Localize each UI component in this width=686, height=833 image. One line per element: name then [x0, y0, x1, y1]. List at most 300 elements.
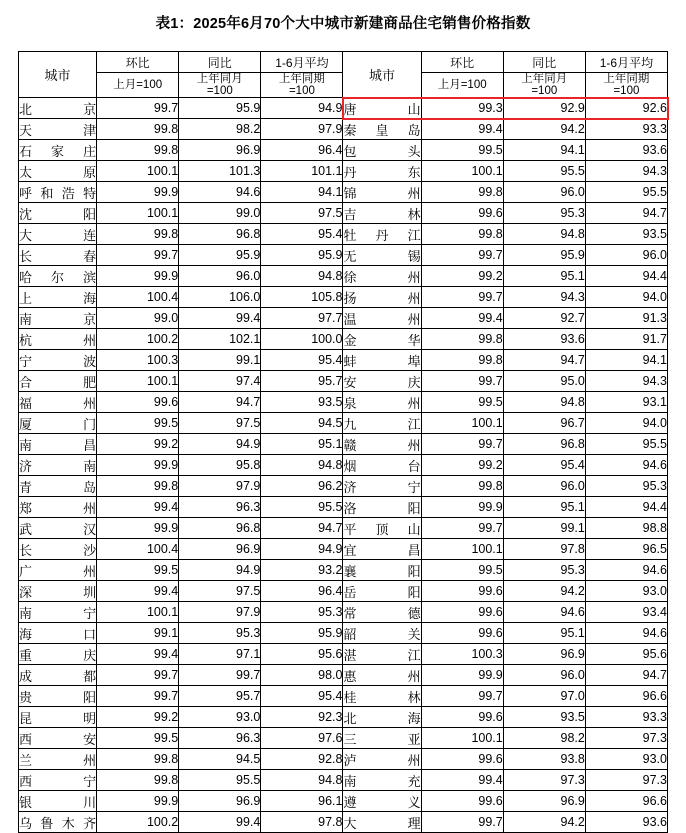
city-name-left: 兰州: [19, 749, 97, 770]
value-avg-left: 94.5: [261, 413, 343, 434]
table-row: [19, 350, 668, 371]
value-avg-right: 91.3: [585, 308, 667, 329]
value-yoy-left: 96.9: [179, 539, 261, 560]
value-yoy-right: 96.9: [503, 644, 585, 665]
value-avg-left: 92.3: [261, 707, 343, 728]
value-yoy-left: 96.8: [179, 224, 261, 245]
header-group-yoy-right: 同比: [503, 52, 585, 73]
value-yoy-right: 98.2: [503, 728, 585, 749]
value-yoy-left: 94.7: [179, 392, 261, 413]
value-avg-left: 97.6: [261, 728, 343, 749]
table-row: [19, 98, 668, 119]
city-name-right: 宜昌: [343, 539, 421, 560]
value-mom-left: 99.7: [97, 665, 179, 686]
value-avg-right: 93.4: [585, 602, 667, 623]
value-yoy-right: 92.7: [503, 308, 585, 329]
header-sub-yoy-left: [179, 73, 261, 98]
value-mom-right: 99.6: [421, 707, 503, 728]
price-index-table-wrapper: [18, 51, 668, 833]
value-yoy-left: 99.4: [179, 812, 261, 833]
value-avg-right: 94.4: [585, 266, 667, 287]
value-avg-right: 94.0: [585, 413, 667, 434]
value-avg-right: 95.3: [585, 476, 667, 497]
table-row: [19, 791, 668, 812]
value-yoy-left: 96.0: [179, 266, 261, 287]
value-avg-left: 97.7: [261, 308, 343, 329]
table-row: [19, 266, 668, 287]
city-name-left: 南昌: [19, 434, 97, 455]
value-yoy-left: 97.5: [179, 413, 261, 434]
value-mom-right: 99.6: [421, 602, 503, 623]
city-name-left: 长沙: [19, 539, 97, 560]
value-yoy-right: 94.3: [503, 287, 585, 308]
value-yoy-left: 99.0: [179, 203, 261, 224]
city-name-right: 岳阳: [343, 581, 421, 602]
value-yoy-right: 95.4: [503, 455, 585, 476]
value-mom-left: 99.8: [97, 476, 179, 497]
value-avg-right: 93.6: [585, 812, 667, 833]
value-avg-left: 95.9: [261, 623, 343, 644]
value-mom-left: 99.8: [97, 224, 179, 245]
header-sub-yoy-right-line1: 上年同月: [521, 73, 568, 85]
value-avg-left: 94.7: [261, 518, 343, 539]
value-mom-right: 99.7: [421, 686, 503, 707]
value-mom-right: 99.6: [421, 749, 503, 770]
value-avg-left: 93.5: [261, 392, 343, 413]
value-mom-left: 100.1: [97, 602, 179, 623]
city-name-right: 牡丹江: [343, 224, 421, 245]
value-yoy-right: 95.0: [503, 371, 585, 392]
value-mom-left: 99.1: [97, 623, 179, 644]
value-yoy-left: 96.3: [179, 497, 261, 518]
value-avg-left: 98.0: [261, 665, 343, 686]
value-avg-left: 94.1: [261, 182, 343, 203]
table-header: [19, 52, 668, 98]
city-name-left: 哈尔滨: [19, 266, 97, 287]
value-mom-right: 100.1: [421, 728, 503, 749]
value-yoy-right: 96.9: [503, 791, 585, 812]
value-yoy-left: 99.7: [179, 665, 261, 686]
value-yoy-right: 94.6: [503, 602, 585, 623]
table-row: [19, 203, 668, 224]
city-name-right: 温州: [343, 308, 421, 329]
value-yoy-right: 97.3: [503, 770, 585, 791]
city-name-right: 湛江: [343, 644, 421, 665]
value-yoy-right: 94.8: [503, 392, 585, 413]
city-name-left: 成都: [19, 665, 97, 686]
value-yoy-right: 94.2: [503, 581, 585, 602]
value-mom-left: 99.0: [97, 308, 179, 329]
value-mom-left: 100.4: [97, 287, 179, 308]
table-row: [19, 140, 668, 161]
city-name-right: 遵义: [343, 791, 421, 812]
value-yoy-right: 93.8: [503, 749, 585, 770]
value-mom-left: 99.4: [97, 644, 179, 665]
city-name-right: 包头: [343, 140, 421, 161]
value-mom-left: 99.8: [97, 119, 179, 140]
page-title: 表1：2025年6月70个大中城市新建商品住宅销售价格指数: [155, 16, 531, 32]
value-mom-right: 99.7: [421, 434, 503, 455]
value-yoy-left: 97.1: [179, 644, 261, 665]
city-name-right: 洛阳: [343, 497, 421, 518]
city-name-left: 北京: [19, 98, 97, 119]
city-name-left: 宁波: [19, 350, 97, 371]
city-name-left: 上海: [19, 287, 97, 308]
value-avg-left: 95.3: [261, 602, 343, 623]
value-avg-left: 94.8: [261, 455, 343, 476]
table-row: [19, 119, 668, 140]
table-row: [19, 287, 668, 308]
city-name-right: 安庆: [343, 371, 421, 392]
table-row: [19, 392, 668, 413]
city-name-left: 西安: [19, 728, 97, 749]
header-city-right: 城市: [343, 52, 421, 98]
city-name-right: 常德: [343, 602, 421, 623]
header-group-avg-left: 1-6月平均: [261, 52, 343, 73]
value-yoy-left: 97.5: [179, 581, 261, 602]
city-name-left: 天津: [19, 119, 97, 140]
value-yoy-right: 95.3: [503, 203, 585, 224]
value-mom-right: 99.8: [421, 329, 503, 350]
city-name-right: 北海: [343, 707, 421, 728]
value-avg-right: 93.3: [585, 707, 667, 728]
city-name-left: 贵阳: [19, 686, 97, 707]
value-yoy-left: 95.7: [179, 686, 261, 707]
header-sub-avg-right: [585, 73, 667, 98]
city-name-left: 郑州: [19, 497, 97, 518]
table-row: [19, 182, 668, 203]
value-yoy-right: 94.7: [503, 350, 585, 371]
value-yoy-right: 94.2: [503, 119, 585, 140]
header-city-left: 城市: [19, 52, 97, 98]
value-mom-left: 99.6: [97, 392, 179, 413]
city-name-right: 无锡: [343, 245, 421, 266]
value-mom-right: 99.7: [421, 371, 503, 392]
value-mom-left: 99.2: [97, 707, 179, 728]
value-yoy-left: 94.9: [179, 560, 261, 581]
header-group-mom-right: 环比: [421, 52, 503, 73]
value-yoy-right: 95.1: [503, 266, 585, 287]
value-avg-right: 94.3: [585, 161, 667, 182]
value-avg-right: 93.1: [585, 392, 667, 413]
value-mom-right: 99.7: [421, 812, 503, 833]
value-avg-left: 95.4: [261, 224, 343, 245]
value-yoy-left: 96.8: [179, 518, 261, 539]
value-mom-right: 99.4: [421, 770, 503, 791]
value-yoy-left: 96.9: [179, 140, 261, 161]
value-avg-right: 94.6: [585, 623, 667, 644]
city-name-left: 沈阳: [19, 203, 97, 224]
value-avg-left: 94.9: [261, 98, 343, 119]
city-name-right: 吉林: [343, 203, 421, 224]
value-yoy-right: 96.0: [503, 665, 585, 686]
table-row: [19, 371, 668, 392]
value-avg-right: 96.0: [585, 245, 667, 266]
value-avg-left: 95.9: [261, 245, 343, 266]
value-avg-left: 96.1: [261, 791, 343, 812]
table-row: [19, 560, 668, 581]
value-avg-left: 95.6: [261, 644, 343, 665]
city-name-left: 大连: [19, 224, 97, 245]
value-yoy-left: 99.1: [179, 350, 261, 371]
table-row: [19, 224, 668, 245]
value-yoy-right: 95.1: [503, 497, 585, 518]
city-name-left: 乌鲁木齐: [19, 812, 97, 833]
value-yoy-right: 99.1: [503, 518, 585, 539]
header-group-yoy-left: 同比: [179, 52, 261, 73]
value-mom-left: 99.9: [97, 455, 179, 476]
value-avg-right: 92.6: [585, 98, 667, 119]
value-yoy-left: 93.0: [179, 707, 261, 728]
value-mom-left: 99.2: [97, 434, 179, 455]
header-sub-avg-left-line1: 上年同期: [278, 73, 325, 85]
value-yoy-right: 93.6: [503, 329, 585, 350]
table-row: [19, 329, 668, 350]
city-name-right: 桂林: [343, 686, 421, 707]
value-yoy-right: 97.0: [503, 686, 585, 707]
table-row: [19, 161, 668, 182]
header-sub-yoy-left-line2: =100: [206, 85, 233, 98]
city-name-left: 济南: [19, 455, 97, 476]
value-mom-left: 99.5: [97, 728, 179, 749]
city-name-right: 丹东: [343, 161, 421, 182]
value-avg-left: 93.2: [261, 560, 343, 581]
table-row: [19, 455, 668, 476]
value-yoy-left: 96.9: [179, 791, 261, 812]
city-name-left: 海口: [19, 623, 97, 644]
value-avg-right: 93.0: [585, 581, 667, 602]
value-mom-right: 99.4: [421, 308, 503, 329]
value-yoy-left: 94.5: [179, 749, 261, 770]
value-mom-left: 99.5: [97, 413, 179, 434]
value-mom-left: 99.4: [97, 581, 179, 602]
value-avg-right: 96.6: [585, 686, 667, 707]
value-avg-right: 93.5: [585, 224, 667, 245]
city-name-right: 赣州: [343, 434, 421, 455]
value-avg-right: 97.3: [585, 770, 667, 791]
value-avg-right: 96.5: [585, 539, 667, 560]
value-mom-right: 100.1: [421, 539, 503, 560]
value-mom-right: 99.7: [421, 287, 503, 308]
value-mom-right: 99.7: [421, 518, 503, 539]
value-avg-left: 97.5: [261, 203, 343, 224]
table-row: [19, 581, 668, 602]
city-name-right: 三亚: [343, 728, 421, 749]
table-row: [19, 476, 668, 497]
value-mom-left: 99.8: [97, 770, 179, 791]
header-sub-mom-right-line1: 上月=100: [437, 79, 487, 92]
table-row: [19, 665, 668, 686]
value-avg-left: 94.9: [261, 539, 343, 560]
value-yoy-left: 97.9: [179, 476, 261, 497]
value-avg-right: 94.6: [585, 455, 667, 476]
city-name-left: 呼和浩特: [19, 182, 97, 203]
value-avg-left: 95.1: [261, 434, 343, 455]
city-name-left: 长春: [19, 245, 97, 266]
value-yoy-right: 96.8: [503, 434, 585, 455]
value-yoy-left: 98.2: [179, 119, 261, 140]
value-yoy-right: 92.9: [503, 98, 585, 119]
value-mom-left: 100.4: [97, 539, 179, 560]
header-sub-avg-right-line2: =100: [613, 85, 640, 98]
table-row: [19, 539, 668, 560]
header-sub-mom-left: [97, 73, 179, 98]
table-row: [19, 644, 668, 665]
value-mom-left: 99.7: [97, 98, 179, 119]
city-name-left: 南宁: [19, 602, 97, 623]
value-avg-right: 94.0: [585, 287, 667, 308]
value-yoy-left: 101.3: [179, 161, 261, 182]
city-name-left: 深圳: [19, 581, 97, 602]
city-name-right: 金华: [343, 329, 421, 350]
city-name-right: 秦皇岛: [343, 119, 421, 140]
value-yoy-right: 95.3: [503, 560, 585, 581]
city-name-left: 厦门: [19, 413, 97, 434]
value-mom-right: 99.7: [421, 245, 503, 266]
value-avg-left: 92.8: [261, 749, 343, 770]
value-yoy-left: 102.1: [179, 329, 261, 350]
table-row: [19, 749, 668, 770]
value-mom-right: 99.8: [421, 350, 503, 371]
value-mom-right: 99.2: [421, 266, 503, 287]
value-avg-right: 96.6: [585, 791, 667, 812]
value-yoy-left: 95.5: [179, 770, 261, 791]
value-avg-left: 97.8: [261, 812, 343, 833]
value-mom-right: 99.9: [421, 665, 503, 686]
table-row: [19, 497, 668, 518]
city-name-right: 惠州: [343, 665, 421, 686]
value-mom-right: 99.8: [421, 182, 503, 203]
value-avg-right: 94.3: [585, 371, 667, 392]
value-avg-left: 94.8: [261, 266, 343, 287]
value-yoy-left: 95.9: [179, 98, 261, 119]
value-yoy-left: 94.6: [179, 182, 261, 203]
city-name-left: 武汉: [19, 518, 97, 539]
city-name-right: 扬州: [343, 287, 421, 308]
value-mom-right: 99.5: [421, 560, 503, 581]
value-yoy-right: 96.7: [503, 413, 585, 434]
value-mom-right: 99.8: [421, 224, 503, 245]
table-row: [19, 434, 668, 455]
value-avg-left: 95.7: [261, 371, 343, 392]
value-avg-right: 95.5: [585, 434, 667, 455]
value-avg-right: 94.7: [585, 203, 667, 224]
value-mom-right: 99.5: [421, 392, 503, 413]
value-avg-right: 94.6: [585, 560, 667, 581]
table-row: [19, 770, 668, 791]
value-mom-right: 99.6: [421, 791, 503, 812]
value-mom-left: 99.5: [97, 560, 179, 581]
value-avg-left: 96.2: [261, 476, 343, 497]
value-avg-left: 95.4: [261, 686, 343, 707]
value-avg-right: 94.7: [585, 665, 667, 686]
city-name-left: 杭州: [19, 329, 97, 350]
value-yoy-right: 94.2: [503, 812, 585, 833]
value-mom-left: 99.7: [97, 686, 179, 707]
value-mom-right: 99.6: [421, 623, 503, 644]
value-avg-right: 93.6: [585, 140, 667, 161]
header-group-mom-left: 环比: [97, 52, 179, 73]
city-name-left: 太原: [19, 161, 97, 182]
city-name-left: 青岛: [19, 476, 97, 497]
value-avg-left: 95.4: [261, 350, 343, 371]
city-name-left: 昆明: [19, 707, 97, 728]
value-yoy-right: 95.5: [503, 161, 585, 182]
value-avg-left: 96.4: [261, 140, 343, 161]
city-name-right: 徐州: [343, 266, 421, 287]
value-avg-right: 93.0: [585, 749, 667, 770]
table-row: [19, 812, 668, 833]
value-yoy-left: 99.4: [179, 308, 261, 329]
value-avg-right: 93.3: [585, 119, 667, 140]
city-name-right: 泉州: [343, 392, 421, 413]
city-name-right: 平顶山: [343, 518, 421, 539]
value-yoy-right: 95.9: [503, 245, 585, 266]
city-name-left: 广州: [19, 560, 97, 581]
price-index-table: [18, 51, 668, 833]
table-row: [19, 245, 668, 266]
value-avg-left: 96.4: [261, 581, 343, 602]
city-name-right: 济宁: [343, 476, 421, 497]
city-name-right: 南充: [343, 770, 421, 791]
value-avg-left: 94.8: [261, 770, 343, 791]
table-row: [19, 413, 668, 434]
value-mom-right: 99.4: [421, 119, 503, 140]
city-name-left: 银川: [19, 791, 97, 812]
value-mom-left: 100.2: [97, 812, 179, 833]
value-mom-right: 100.1: [421, 161, 503, 182]
value-mom-right: 99.2: [421, 455, 503, 476]
value-yoy-left: 96.3: [179, 728, 261, 749]
table-row: [19, 518, 668, 539]
value-avg-right: 95.6: [585, 644, 667, 665]
header-sub-yoy-right-line2: =100: [531, 85, 558, 98]
value-avg-right: 95.5: [585, 182, 667, 203]
table-row: [19, 623, 668, 644]
value-mom-left: 100.1: [97, 203, 179, 224]
value-yoy-left: 95.9: [179, 245, 261, 266]
table-row: [19, 308, 668, 329]
value-yoy-right: 96.0: [503, 182, 585, 203]
value-avg-right: 98.8: [585, 518, 667, 539]
city-name-left: 南京: [19, 308, 97, 329]
value-avg-left: 100.0: [261, 329, 343, 350]
value-mom-right: 99.6: [421, 203, 503, 224]
value-yoy-right: 94.1: [503, 140, 585, 161]
city-name-left: 合肥: [19, 371, 97, 392]
value-yoy-left: 97.4: [179, 371, 261, 392]
value-avg-left: 95.5: [261, 497, 343, 518]
value-avg-left: 105.8: [261, 287, 343, 308]
value-mom-left: 99.9: [97, 518, 179, 539]
header-group-avg-right: 1-6月平均: [585, 52, 667, 73]
value-mom-left: 100.1: [97, 161, 179, 182]
value-avg-left: 97.9: [261, 119, 343, 140]
value-yoy-left: 97.9: [179, 602, 261, 623]
header-sub-yoy-left-line1: 上年同月: [196, 73, 243, 85]
value-mom-right: 100.1: [421, 413, 503, 434]
value-mom-left: 99.8: [97, 140, 179, 161]
city-name-left: 重庆: [19, 644, 97, 665]
value-mom-right: 100.3: [421, 644, 503, 665]
header-sub-avg-left: [261, 73, 343, 98]
value-mom-left: 100.2: [97, 329, 179, 350]
value-yoy-left: 95.3: [179, 623, 261, 644]
table-row: [19, 686, 668, 707]
city-name-left: 福州: [19, 392, 97, 413]
value-yoy-left: 95.8: [179, 455, 261, 476]
table-row: [19, 728, 668, 749]
